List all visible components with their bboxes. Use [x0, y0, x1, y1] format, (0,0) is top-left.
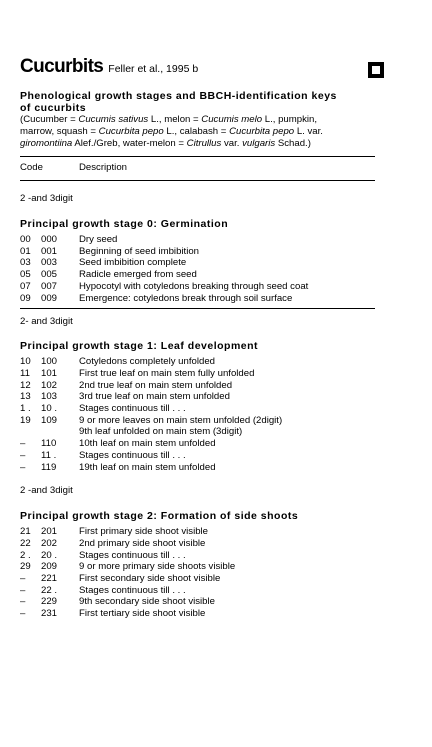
- stage-row: [20, 426, 375, 438]
- description-text: L. var.: [294, 126, 323, 137]
- reference: Feller et al., 1995 b: [108, 63, 199, 75]
- stage-description: Radicle emerged from seed: [79, 269, 197, 281]
- stage-description: Cotyledons completely unfolded: [79, 356, 215, 368]
- stage-description: First true leaf on main stem fully unfolded: [79, 367, 255, 379]
- code-2digit: 10: [20, 356, 31, 368]
- species-name: Cucumis melo: [201, 114, 263, 125]
- stage-description: Emergence: cotyledons break through soil surface: [79, 292, 293, 304]
- code-2digit: 12: [20, 379, 31, 391]
- species-name: giromontiina: [20, 138, 73, 149]
- species-name: Cucurbita pepo: [229, 126, 295, 137]
- stage-row: [20, 561, 375, 573]
- description-text: L., melon =: [148, 114, 202, 125]
- species-name: Cucurbita pepo: [98, 126, 164, 137]
- code-2digit: 11: [20, 367, 30, 379]
- stage-row: [20, 380, 375, 392]
- stage-row: [20, 462, 375, 474]
- digit-note: 2 -and 3digit: [20, 193, 73, 204]
- code-2digit: 2 .: [20, 549, 31, 561]
- code-3digit: 005: [41, 269, 58, 281]
- digit-note: 2 -and 3digit: [20, 485, 73, 497]
- stage-row: [20, 608, 375, 620]
- code-2digit: 29: [20, 561, 31, 573]
- stage-rows: [20, 356, 375, 473]
- stage-row: [20, 391, 375, 403]
- stage-row: [20, 246, 375, 258]
- stage-description: 10th leaf on main stem unfolded: [79, 438, 216, 450]
- stage-description: 9 or more leaves on main stem unfolded (2digit): [79, 414, 283, 426]
- species-name: Cucumis sativus: [78, 114, 149, 125]
- subtitle-line: Phenological growth stages and BBCH-identification keys: [20, 90, 337, 102]
- stage-row: [20, 596, 375, 608]
- code-3digit: 003: [41, 257, 58, 269]
- code-3digit: 20 .: [41, 549, 58, 561]
- code-3digit: 231: [41, 608, 58, 620]
- stage-description: Stages continuous till . . .: [79, 449, 186, 461]
- divider: [20, 180, 375, 181]
- code-3digit: 001: [41, 245, 58, 257]
- code-3digit: 221: [41, 573, 58, 585]
- section-title: Principal growth stage 0: Germination: [20, 218, 229, 230]
- species-name: Citrullus: [186, 138, 222, 149]
- code-2digit: 1 .: [20, 403, 31, 415]
- stage-row: [20, 450, 375, 462]
- code-3digit: 119: [41, 461, 57, 473]
- stage-row: [20, 526, 375, 538]
- description-text: var.: [221, 138, 243, 149]
- stage-description: First tertiary side shoot visible: [79, 608, 206, 620]
- code-2digit: 09: [20, 292, 31, 304]
- stage-description: Hypocotyl with cotyledons breaking through seed coat: [79, 280, 309, 292]
- title-row: [20, 56, 375, 78]
- code-3digit: 007: [41, 280, 58, 292]
- stage-row: [20, 538, 375, 550]
- stage-row: [20, 281, 375, 293]
- code-3digit: 000: [41, 234, 58, 245]
- code-3digit: 201: [41, 526, 58, 538]
- stage-description: Dry seed: [79, 234, 118, 245]
- code-header: Code: [20, 162, 43, 173]
- stage-row: [20, 356, 375, 368]
- code-2digit: 19: [20, 414, 31, 426]
- description-text: Schad.): [275, 138, 311, 149]
- code-3digit: 11 .: [41, 449, 57, 461]
- section-title: Principal growth stage 1: Leaf development: [20, 340, 259, 353]
- stage-row: [20, 403, 375, 415]
- divider: [20, 308, 375, 309]
- stage-row: [20, 234, 375, 246]
- code-2digit: 03: [20, 257, 31, 269]
- code-2digit: 00: [20, 234, 31, 245]
- stage-description: 9th leaf unfolded on main stem (3digit): [79, 426, 243, 438]
- stage-rows: [20, 234, 375, 304]
- section-title: Principal growth stage 2: Formation of side shoots: [20, 510, 299, 523]
- code-3digit: 209: [41, 561, 58, 573]
- digit-note: 2- and 3digit: [20, 316, 73, 328]
- description-text: L., pumpkin,: [262, 114, 318, 125]
- stage-description: Stages continuous till . . .: [79, 403, 186, 415]
- code-2digit: –: [20, 608, 26, 620]
- document-page: [20, 56, 375, 620]
- stage-description: 3rd true leaf on main stem unfolded: [79, 391, 230, 403]
- subtitle-line: of cucurbits: [20, 102, 87, 114]
- description-text: L., calabash =: [163, 126, 230, 137]
- code-3digit: 102: [41, 379, 58, 391]
- code-2digit: –: [20, 461, 26, 473]
- code-3digit: 101: [41, 367, 58, 379]
- stage-row: [20, 573, 375, 585]
- code-3digit: 229: [41, 596, 58, 608]
- code-3digit: 110: [41, 438, 57, 450]
- code-3digit: 109: [41, 414, 58, 426]
- code-2digit: 05: [20, 269, 31, 281]
- subtitle: [20, 90, 375, 114]
- code-2digit: –: [20, 584, 26, 596]
- code-3digit: 10 .: [41, 403, 58, 415]
- code-2digit: 07: [20, 280, 31, 292]
- code-2digit: 22: [20, 537, 31, 549]
- stage-rows: [20, 526, 375, 620]
- description-header: Description: [79, 162, 127, 173]
- description-text: marrow, squash =: [20, 126, 99, 137]
- species-description: [20, 114, 375, 150]
- stage-description: First primary side shoot visible: [79, 526, 209, 538]
- code-2digit: –: [20, 596, 26, 608]
- description-line: [20, 138, 375, 150]
- stage-row: [20, 438, 375, 450]
- stage-row: [20, 550, 375, 562]
- stage-description: Stages continuous till . . .: [79, 549, 186, 561]
- code-2digit: –: [20, 449, 26, 461]
- stage-description: 19th leaf on main stem unfolded: [79, 461, 216, 473]
- description-text: Alef./Greb, water-melon =: [72, 138, 187, 149]
- stage-row: [20, 257, 375, 269]
- code-2digit: 01: [20, 245, 31, 257]
- stage-row: [20, 368, 375, 380]
- stage-description: 9 or more primary side shoots visible: [79, 561, 236, 573]
- description-text: (Cucumber =: [20, 114, 79, 125]
- stage-description: Seed imbibition complete: [79, 257, 187, 269]
- stage-row: [20, 415, 375, 427]
- code-2digit: 13: [20, 391, 31, 403]
- species-name: vulgaris: [242, 138, 276, 149]
- code-3digit: 103: [41, 391, 58, 403]
- code-2digit: [20, 426, 41, 438]
- stage-description: Beginning of seed imbibition: [79, 245, 200, 257]
- table-header: [20, 157, 375, 180]
- page-title: Cucurbits: [20, 56, 104, 77]
- code-2digit: –: [20, 438, 26, 450]
- code-2digit: –: [20, 573, 26, 585]
- code-3digit: [41, 426, 79, 438]
- code-3digit: 009: [41, 292, 58, 304]
- code-2digit: 21: [20, 526, 31, 538]
- stage-description: 2nd true leaf on main stem unfolded: [79, 379, 233, 391]
- stage-row: [20, 293, 375, 305]
- stage-description: 2nd primary side shoot visible: [79, 537, 206, 549]
- description-line: [20, 126, 375, 138]
- stage-description: 9th secondary side shoot visible: [79, 596, 215, 608]
- code-3digit: 100: [41, 356, 58, 368]
- description-line: [20, 114, 375, 126]
- code-3digit: 22 .: [41, 584, 58, 596]
- code-3digit: 202: [41, 537, 58, 549]
- stage-description: Stages continuous till . . .: [79, 584, 186, 596]
- stage-row: [20, 269, 375, 281]
- stage-row: [20, 585, 375, 597]
- stage-description: First secondary side shoot visible: [79, 573, 221, 585]
